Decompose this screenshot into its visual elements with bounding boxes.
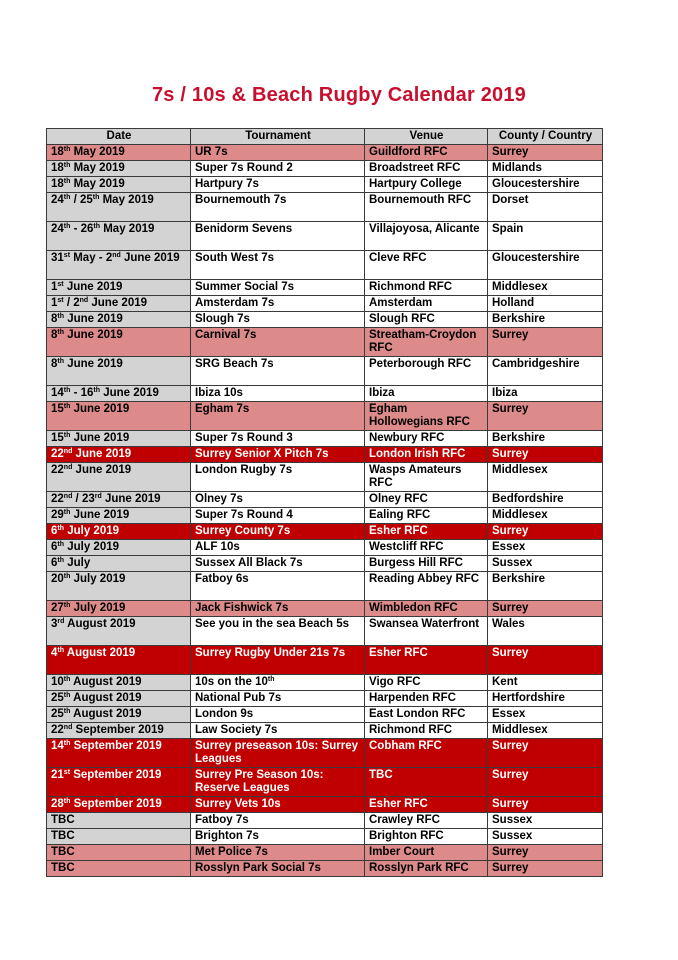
date-cell: 8th June 2019: [47, 357, 191, 386]
county-cell: Wales: [488, 617, 603, 646]
venue-cell: Ealing RFC: [365, 508, 488, 524]
table-row: [47, 829, 603, 845]
venue-cell: East London RFC: [365, 707, 488, 723]
county-cell: Berkshire: [488, 572, 603, 601]
venue-cell: Cleve RFC: [365, 251, 488, 280]
county-cell: Midlands: [488, 161, 603, 177]
table-row: [47, 177, 603, 193]
venue-cell: Esher RFC: [365, 524, 488, 540]
tournament-cell: Rosslyn Park Social 7s: [191, 861, 365, 877]
date-cell: 1st June 2019: [47, 280, 191, 296]
table-row: [47, 492, 603, 508]
tournament-cell: Bournemouth 7s: [191, 193, 365, 222]
table-row: [47, 296, 603, 312]
date-cell: TBC: [47, 829, 191, 845]
table-row: [47, 861, 603, 877]
county-cell: Spain: [488, 222, 603, 251]
table-row: [47, 572, 603, 601]
tournament-cell: Super 7s Round 4: [191, 508, 365, 524]
date-cell: 14th September 2019: [47, 739, 191, 768]
tournament-cell: 10s on the 10th: [191, 675, 365, 691]
county-cell: Surrey: [488, 145, 603, 161]
county-cell: Middlesex: [488, 463, 603, 492]
county-cell: Kent: [488, 675, 603, 691]
table-row: [47, 193, 603, 222]
tournament-cell: Ibiza 10s: [191, 386, 365, 402]
date-cell: 22nd June 2019: [47, 463, 191, 492]
venue-cell: Esher RFC: [365, 646, 488, 675]
county-cell: Sussex: [488, 829, 603, 845]
venue-cell: Wimbledon RFC: [365, 601, 488, 617]
date-cell: 22nd June 2019: [47, 447, 191, 463]
date-cell: 24th / 25th May 2019: [47, 193, 191, 222]
county-cell: Berkshire: [488, 312, 603, 328]
tournament-cell: Benidorm Sevens: [191, 222, 365, 251]
date-cell: 6th July 2019: [47, 540, 191, 556]
county-cell: Sussex: [488, 813, 603, 829]
tournament-cell: Carnival 7s: [191, 328, 365, 357]
table-row: [47, 357, 603, 386]
table-row: [47, 646, 603, 675]
table-row: [47, 508, 603, 524]
county-cell: Dorset: [488, 193, 603, 222]
county-cell: Bedfordshire: [488, 492, 603, 508]
venue-cell: Guildford RFC: [365, 145, 488, 161]
date-cell: 20th July 2019: [47, 572, 191, 601]
date-cell: 21st September 2019: [47, 768, 191, 797]
tournament-cell: Law Society 7s: [191, 723, 365, 739]
venue-cell: Broadstreet RFC: [365, 161, 488, 177]
venue-cell: Richmond RFC: [365, 280, 488, 296]
county-cell: Middlesex: [488, 508, 603, 524]
header-date: Date: [47, 129, 191, 145]
venue-cell: Newbury RFC: [365, 431, 488, 447]
venue-cell: Villajoyosa, Alicante: [365, 222, 488, 251]
county-cell: Holland: [488, 296, 603, 312]
tournament-cell: Surrey Rugby Under 21s 7s: [191, 646, 365, 675]
venue-cell: Slough RFC: [365, 312, 488, 328]
county-cell: Surrey: [488, 447, 603, 463]
tournament-cell: Met Police 7s: [191, 845, 365, 861]
page-title: 7s / 10s & Beach Rugby Calendar 2019: [151, 84, 527, 106]
date-cell: 10th August 2019: [47, 675, 191, 691]
date-cell: 6th July 2019: [47, 524, 191, 540]
date-cell: TBC: [47, 861, 191, 877]
table-row: [47, 707, 603, 723]
venue-cell: Olney RFC: [365, 492, 488, 508]
table-row: [47, 691, 603, 707]
venue-cell: Rosslyn Park RFC: [365, 861, 488, 877]
venue-cell: Crawley RFC: [365, 813, 488, 829]
tournament-cell: Hartpury 7s: [191, 177, 365, 193]
date-cell: 15th June 2019: [47, 402, 191, 431]
tournament-cell: Summer Social 7s: [191, 280, 365, 296]
county-cell: Cambridgeshire: [488, 357, 603, 386]
date-cell: 18th May 2019: [47, 177, 191, 193]
table-row: [47, 524, 603, 540]
county-cell: Surrey: [488, 768, 603, 797]
table-row: [47, 251, 603, 280]
venue-cell: Imber Court: [365, 845, 488, 861]
table-row: [47, 161, 603, 177]
date-cell: 6th July: [47, 556, 191, 572]
table-row: [47, 556, 603, 572]
calendar-table: [46, 128, 603, 877]
tournament-cell: London Rugby 7s: [191, 463, 365, 492]
tournament-cell: Jack Fishwick 7s: [191, 601, 365, 617]
tournament-cell: Surrey Vets 10s: [191, 797, 365, 813]
date-cell: 27th July 2019: [47, 601, 191, 617]
table-row: [47, 402, 603, 431]
venue-cell: Westcliff RFC: [365, 540, 488, 556]
county-cell: Middlesex: [488, 280, 603, 296]
table-row: [47, 617, 603, 646]
table-row: [47, 540, 603, 556]
tournament-cell: UR 7s: [191, 145, 365, 161]
tournament-cell: Surrey County 7s: [191, 524, 365, 540]
county-cell: Berkshire: [488, 431, 603, 447]
table-row: [47, 447, 603, 463]
table-row: [47, 797, 603, 813]
county-cell: Middlesex: [488, 723, 603, 739]
table-row: [47, 328, 603, 357]
venue-cell: Swansea Waterfront: [365, 617, 488, 646]
date-cell: 25th August 2019: [47, 691, 191, 707]
county-cell: Surrey: [488, 845, 603, 861]
venue-cell: Vigo RFC: [365, 675, 488, 691]
venue-cell: TBC: [365, 768, 488, 797]
header-row: [47, 129, 603, 145]
tournament-cell: Fatboy 6s: [191, 572, 365, 601]
table-row: [47, 222, 603, 251]
tournament-cell: National Pub 7s: [191, 691, 365, 707]
venue-cell: Hartpury College: [365, 177, 488, 193]
venue-cell: Cobham RFC: [365, 739, 488, 768]
venue-cell: Peterborough RFC: [365, 357, 488, 386]
county-cell: Surrey: [488, 328, 603, 357]
tournament-cell: Surrey Pre Season 10s: Reserve Leagues: [191, 768, 365, 797]
table-row: [47, 675, 603, 691]
tournament-cell: Brighton 7s: [191, 829, 365, 845]
date-cell: TBC: [47, 845, 191, 861]
tournament-cell: Surrey Senior X Pitch 7s: [191, 447, 365, 463]
date-cell: 24th - 26th May 2019: [47, 222, 191, 251]
tournament-cell: Egham 7s: [191, 402, 365, 431]
venue-cell: Brighton RFC: [365, 829, 488, 845]
venue-cell: Streatham-Croydon RFC: [365, 328, 488, 357]
table-row: [47, 312, 603, 328]
date-cell: 18th May 2019: [47, 161, 191, 177]
tournament-cell: SRG Beach 7s: [191, 357, 365, 386]
table-row: [47, 601, 603, 617]
date-cell: 18th May 2019: [47, 145, 191, 161]
tournament-cell: South West 7s: [191, 251, 365, 280]
county-cell: Essex: [488, 540, 603, 556]
tournament-cell: Surrey preseason 10s: Surrey Leagues: [191, 739, 365, 768]
county-cell: Surrey: [488, 601, 603, 617]
tournament-cell: Sussex All Black 7s: [191, 556, 365, 572]
table-row: [47, 845, 603, 861]
tournament-cell: Slough 7s: [191, 312, 365, 328]
tournament-cell: Fatboy 7s: [191, 813, 365, 829]
header-venue: Venue: [365, 129, 488, 145]
venue-cell: Egham Hollowegians RFC: [365, 402, 488, 431]
date-cell: 8th June 2019: [47, 328, 191, 357]
county-cell: Surrey: [488, 861, 603, 877]
date-cell: 8th June 2019: [47, 312, 191, 328]
table-row: [47, 768, 603, 797]
date-cell: TBC: [47, 813, 191, 829]
venue-cell: Harpenden RFC: [365, 691, 488, 707]
table-row: [47, 386, 603, 402]
county-cell: Surrey: [488, 739, 603, 768]
date-cell: 3rd August 2019: [47, 617, 191, 646]
table-row: [47, 431, 603, 447]
tournament-cell: Amsterdam 7s: [191, 296, 365, 312]
venue-cell: Esher RFC: [365, 797, 488, 813]
venue-cell: Reading Abbey RFC: [365, 572, 488, 601]
tournament-cell: ALF 10s: [191, 540, 365, 556]
calendar-body: [47, 145, 603, 877]
header-county: County / Country: [488, 129, 603, 145]
date-cell: 25th August 2019: [47, 707, 191, 723]
table-row: [47, 813, 603, 829]
venue-cell: Richmond RFC: [365, 723, 488, 739]
date-cell: 1st / 2nd June 2019: [47, 296, 191, 312]
header-tournament: Tournament: [191, 129, 365, 145]
date-cell: 31st May - 2nd June 2019: [47, 251, 191, 280]
county-cell: Gloucestershire: [488, 251, 603, 280]
county-cell: Ibiza: [488, 386, 603, 402]
date-cell: 15th June 2019: [47, 431, 191, 447]
table-row: [47, 739, 603, 768]
county-cell: Surrey: [488, 797, 603, 813]
date-cell: 14th - 16th June 2019: [47, 386, 191, 402]
venue-cell: Amsterdam: [365, 296, 488, 312]
table-row: [47, 463, 603, 492]
venue-cell: London Irish RFC: [365, 447, 488, 463]
table-row: [47, 145, 603, 161]
table-row: [47, 280, 603, 296]
date-cell: 22nd September 2019: [47, 723, 191, 739]
tournament-cell: London 9s: [191, 707, 365, 723]
county-cell: Sussex: [488, 556, 603, 572]
venue-cell: Burgess Hill RFC: [365, 556, 488, 572]
venue-cell: Bournemouth RFC: [365, 193, 488, 222]
venue-cell: Ibiza: [365, 386, 488, 402]
county-cell: Surrey: [488, 524, 603, 540]
venue-cell: Wasps Amateurs RFC: [365, 463, 488, 492]
table-row: [47, 723, 603, 739]
tournament-cell: Olney 7s: [191, 492, 365, 508]
county-cell: Surrey: [488, 402, 603, 431]
county-cell: Essex: [488, 707, 603, 723]
date-cell: 4th August 2019: [47, 646, 191, 675]
tournament-cell: Super 7s Round 3: [191, 431, 365, 447]
county-cell: Hertfordshire: [488, 691, 603, 707]
date-cell: 29th June 2019: [47, 508, 191, 524]
county-cell: Surrey: [488, 646, 603, 675]
tournament-cell: See you in the sea Beach 5s: [191, 617, 365, 646]
county-cell: Gloucestershire: [488, 177, 603, 193]
date-cell: 28th September 2019: [47, 797, 191, 813]
date-cell: 22nd / 23rd June 2019: [47, 492, 191, 508]
tournament-cell: Super 7s Round 2: [191, 161, 365, 177]
